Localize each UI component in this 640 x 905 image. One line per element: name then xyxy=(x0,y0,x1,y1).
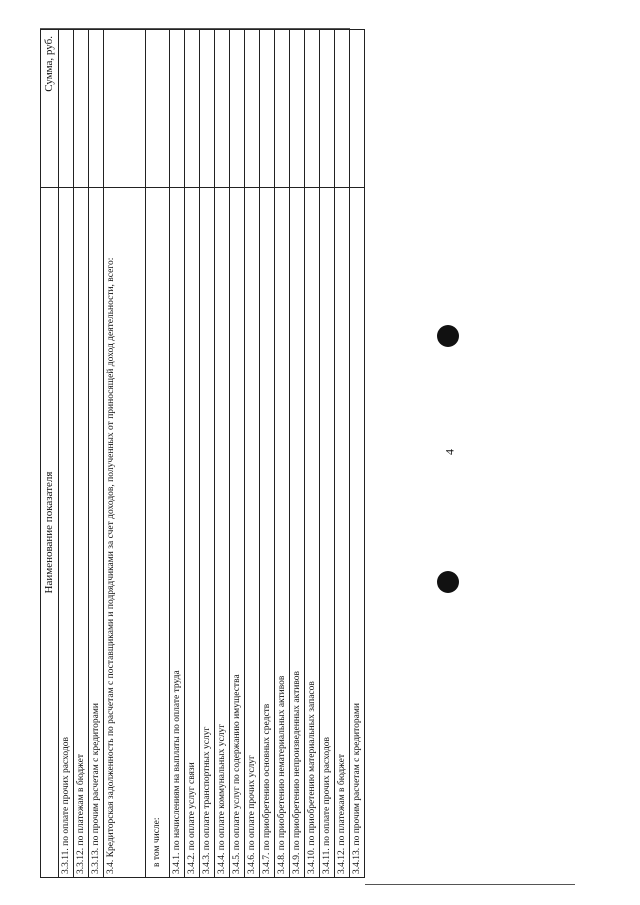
table-row xyxy=(215,30,230,878)
table-row xyxy=(200,30,215,878)
table-row xyxy=(170,30,185,878)
table-row xyxy=(335,30,350,878)
row-sum xyxy=(170,30,185,188)
row-sum xyxy=(230,30,245,188)
header-name: Наименование показателя xyxy=(41,188,59,878)
page-number: 4 xyxy=(442,449,457,455)
row-label: 3.4.4. по оплате коммунальных услуг xyxy=(215,188,230,878)
row-label: 3.4.2. по оплате услуг связи xyxy=(185,188,200,878)
table-row xyxy=(185,30,200,878)
row-label: 3.4.12. по платежам в бюджет xyxy=(335,188,350,878)
row-sum xyxy=(335,30,350,188)
row-label: 3.4.13. по прочим расчетам с кредиторами xyxy=(350,188,365,878)
row-sum xyxy=(74,30,89,188)
row-label: 3.4.11. по оплате прочих расходов xyxy=(320,188,335,878)
table-header-row xyxy=(41,30,59,878)
punch-hole-top xyxy=(437,325,459,347)
table-row xyxy=(350,30,365,878)
row-sum xyxy=(290,30,305,188)
table-row xyxy=(146,30,170,878)
row-label: 3.4.6. по оплате прочих услуг xyxy=(245,188,260,878)
row-label: в том числе: xyxy=(146,188,170,878)
row-label: 3.4.7. по приобретению основных средств xyxy=(260,188,275,878)
row-label: 3.4.1. по начислениям на выплаты по оплате труда xyxy=(170,188,185,878)
row-sum xyxy=(245,30,260,188)
row-sum xyxy=(200,30,215,188)
table-row xyxy=(59,30,74,878)
row-sum xyxy=(305,30,320,188)
table-row xyxy=(320,30,335,878)
indicator-table xyxy=(40,29,365,878)
row-label: 3.3.13. по прочим расчетам с кредиторами xyxy=(89,188,104,878)
row-label: 3.3.12. по платежам в бюджет xyxy=(74,188,89,878)
row-sum xyxy=(320,30,335,188)
table-row xyxy=(104,30,146,878)
indicator-table-rotated xyxy=(40,30,362,878)
row-sum xyxy=(59,30,74,188)
row-sum xyxy=(350,30,365,188)
row-sum xyxy=(89,30,104,188)
table-row xyxy=(305,30,320,878)
row-label: 3.3.11. по оплате прочих расходов xyxy=(59,188,74,878)
table-row xyxy=(74,30,89,878)
row-sum xyxy=(146,30,170,188)
punch-hole-bottom xyxy=(437,571,459,593)
row-label: 3.4.10. по приобретению материальных запасов xyxy=(305,188,320,878)
table-row xyxy=(245,30,260,878)
table-row xyxy=(230,30,245,878)
row-sum xyxy=(275,30,290,188)
row-sum xyxy=(260,30,275,188)
indicator-table-wrap xyxy=(40,30,362,878)
row-label: 3.4.3. по оплате транспортных услуг xyxy=(200,188,215,878)
table-row xyxy=(275,30,290,878)
row-sum xyxy=(185,30,200,188)
row-sum xyxy=(104,30,146,188)
bottom-edge-line xyxy=(365,884,575,885)
row-label: 3.4.5. по оплате услуг по содержанию имущества xyxy=(230,188,245,878)
row-label: 3.4.9. по приобретению непроизведенных активов xyxy=(290,188,305,878)
header-sum: Сумма, руб. xyxy=(41,30,59,188)
row-label: 3.4.8. по приобретению нематериальных активов xyxy=(275,188,290,878)
row-sum xyxy=(215,30,230,188)
table-row xyxy=(260,30,275,878)
table-row xyxy=(290,30,305,878)
table-row xyxy=(89,30,104,878)
row-label: 3.4. Кредиторская задолженность по расчетам с поставщиками и подрядчиками за счет доходов, полученных от приносящей доход деятельности, всего: xyxy=(104,188,146,878)
